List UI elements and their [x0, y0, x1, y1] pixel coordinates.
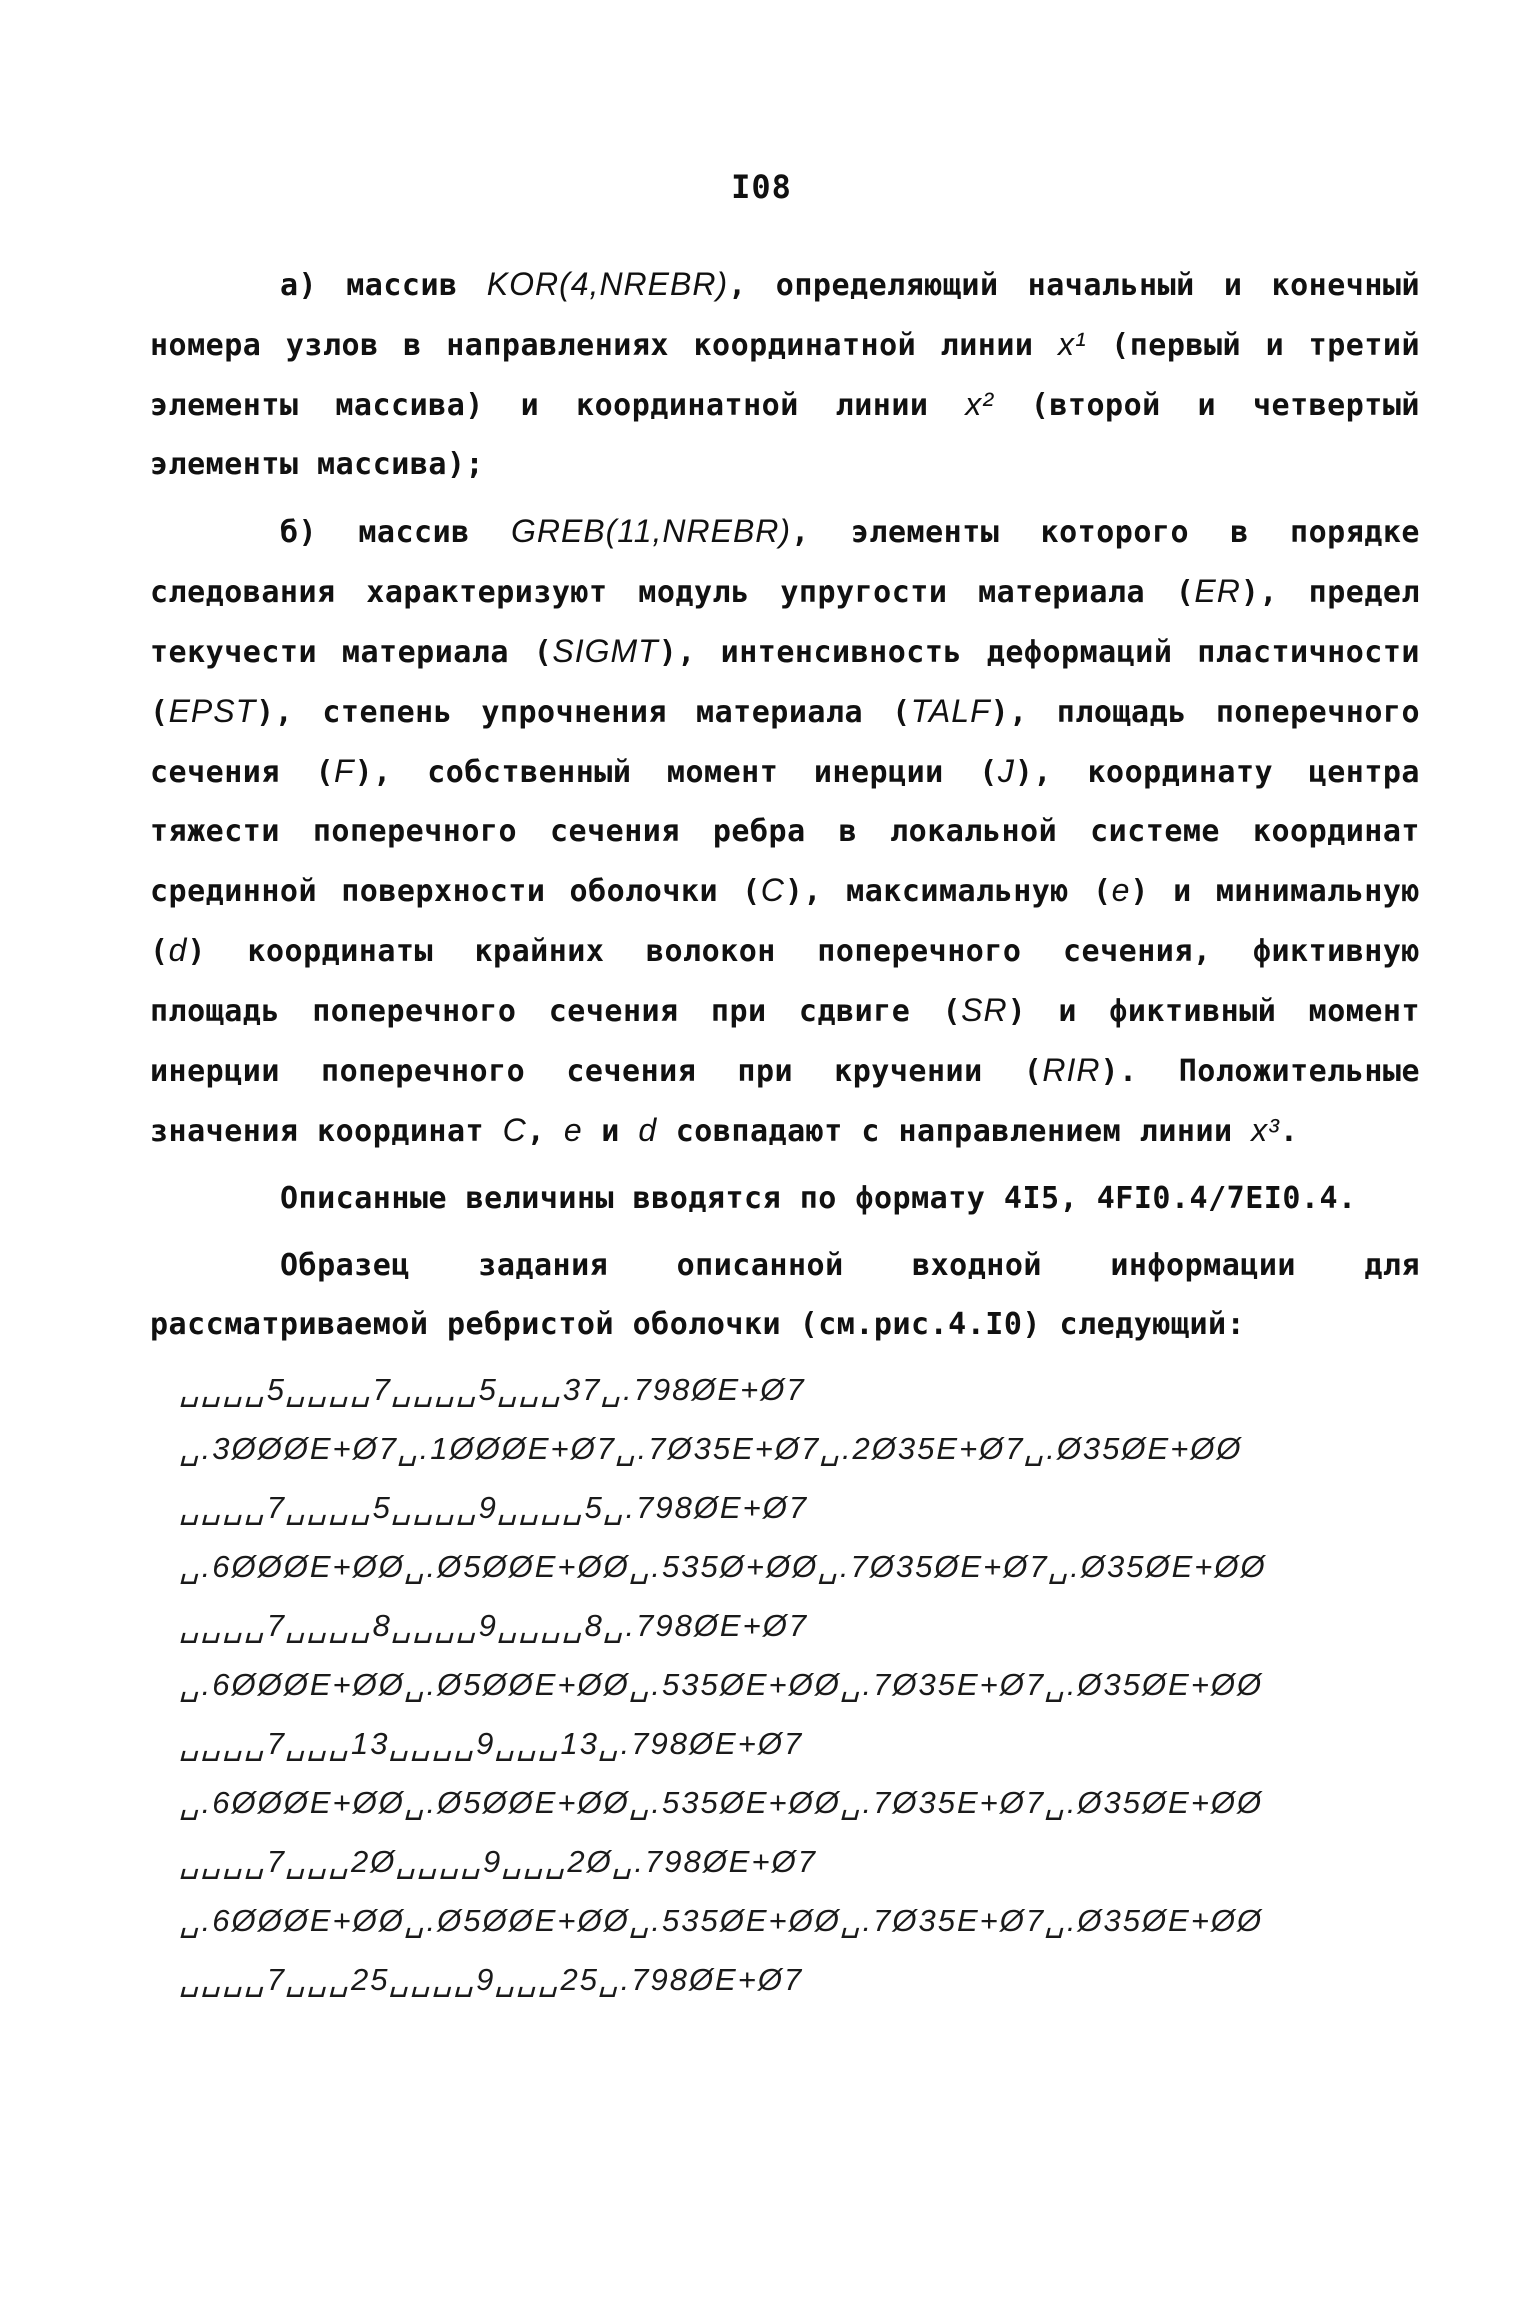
- text-run: б) массив: [280, 515, 511, 550]
- text-run: ), координату центра тяжести поперечного сечения ребра в локальной системе координат срединной поверхности оболочки (: [150, 755, 1420, 909]
- text-run: ), предел текучести материала (: [150, 575, 1421, 670]
- identifier: e: [1111, 872, 1131, 908]
- text-run: Образец задания описанной входной информации для рассматриваемой ребристой оболочки (см.рис.4.I0) следующий:: [150, 1248, 1420, 1342]
- identifier: ER: [1194, 573, 1241, 609]
- body-text: [150, 255, 1420, 1362]
- text-run: (второй и четвертый элементы массива);: [150, 388, 1420, 482]
- text-run: совпадают с направлением линии: [657, 1114, 1252, 1149]
- identifier: x¹: [1058, 326, 1087, 362]
- identifier: C: [760, 872, 785, 908]
- identifier: KOR(4,NREBR): [486, 266, 729, 302]
- text-run: ), площадь поперечного сечения (: [150, 695, 1420, 790]
- text-run: а) массив: [280, 268, 487, 303]
- input-data-sample: [180, 1360, 1460, 2009]
- identifier: d: [638, 1112, 658, 1148]
- paragraph-format: [150, 1169, 1420, 1228]
- text-run: .: [1279, 1114, 1299, 1149]
- identifier: SIGMT: [552, 633, 659, 669]
- identifier: C: [502, 1112, 527, 1148]
- identifier: EPST: [168, 693, 257, 729]
- paragraph-array-kor: [150, 255, 1420, 494]
- identifier: RIR: [1042, 1052, 1101, 1088]
- text-run: , определяющий начальный и конечный номера узлов в направлениях координатной линии: [150, 268, 1421, 363]
- data-line: ␣.3ØØØE+Ø7␣.1ØØØE+Ø7␣.7Ø35E+Ø7␣.2Ø35E+Ø7␣.Ø35ØE+ØØ: [180, 1431, 1243, 1466]
- data-line: ␣␣␣␣7␣␣␣25␣␣␣␣9␣␣␣25␣.798ØE+Ø7: [180, 1962, 804, 1997]
- identifier: SR: [961, 992, 1008, 1028]
- data-line: ␣␣␣␣7␣␣␣13␣␣␣␣9␣␣␣13␣.798ØE+Ø7: [180, 1726, 804, 1761]
- page-number: I08: [731, 168, 792, 206]
- paragraph-sample-intro: [150, 1236, 1420, 1354]
- text-run: ), собственный момент инерции (: [354, 755, 998, 790]
- text-run: ) координаты крайних волокон поперечного сечения, фиктивную площадь поперечного сечения при сдвиге (: [150, 934, 1420, 1029]
- text-run: ) и минимальную (: [150, 874, 1420, 969]
- identifier: x²: [965, 386, 994, 422]
- paragraph-array-greb: [150, 502, 1420, 1161]
- text-run: ), степень упрочнения материала (: [256, 695, 911, 730]
- data-line: ␣.6ØØØE+ØØ␣.Ø5ØØE+ØØ␣.535Ø+ØØ␣.7Ø35ØE+Ø7␣.Ø35ØE+ØØ: [180, 1549, 1267, 1584]
- data-line: ␣.6ØØØE+ØØ␣.Ø5ØØE+ØØ␣.535ØE+ØØ␣.7Ø35E+Ø7␣.Ø35ØE+ØØ: [180, 1785, 1264, 1820]
- text-run: , элементы которого в порядке следования характеризуют модуль упругости материала (: [150, 515, 1420, 610]
- text-run: (первый и третий элементы массива) и координатной линии: [150, 328, 1420, 423]
- data-line: ␣␣␣␣7␣␣␣␣5␣␣␣␣9␣␣␣␣5␣.798ØE+Ø7: [180, 1490, 809, 1525]
- identifier: GREB(11,NREBR): [510, 513, 792, 549]
- identifier: TALF: [910, 693, 991, 729]
- text-run: ), максимальную (: [784, 874, 1112, 909]
- identifier: e: [563, 1112, 583, 1148]
- identifier: F: [334, 753, 355, 789]
- text-run: и: [582, 1114, 639, 1149]
- text-run: Описанные величины вводятся по формату 4I5, 4FI0.4/7EI0.4.: [280, 1181, 1357, 1216]
- identifier: J: [997, 753, 1015, 789]
- data-line: ␣␣␣␣5␣␣␣␣7␣␣␣␣5␣␣␣37␣.798ØE+Ø7: [180, 1372, 806, 1407]
- data-line: ␣.6ØØØE+ØØ␣.Ø5ØØE+ØØ␣.535ØE+ØØ␣.7Ø35E+Ø7␣.Ø35ØE+ØØ: [180, 1667, 1264, 1702]
- text-run: ). Положительные значения координат: [150, 1054, 1421, 1149]
- identifier: d: [168, 932, 188, 968]
- data-line: ␣␣␣␣7␣␣␣2Ø␣␣␣␣9␣␣␣2Ø␣.798ØE+Ø7: [180, 1844, 817, 1879]
- text-run: ) и фиктивный момент инерции поперечного сечения при кручении (: [150, 994, 1420, 1089]
- text-run: ,: [526, 1114, 564, 1149]
- identifier: x³: [1251, 1112, 1280, 1148]
- data-line: ␣.6ØØØE+ØØ␣.Ø5ØØE+ØØ␣.535ØE+ØØ␣.7Ø35E+Ø7␣.Ø35ØE+ØØ: [180, 1903, 1264, 1938]
- data-line: ␣␣␣␣7␣␣␣␣8␣␣␣␣9␣␣␣␣8␣.798ØE+Ø7: [180, 1608, 809, 1643]
- text-run: ), интенсивность деформаций пластичности (: [150, 635, 1420, 730]
